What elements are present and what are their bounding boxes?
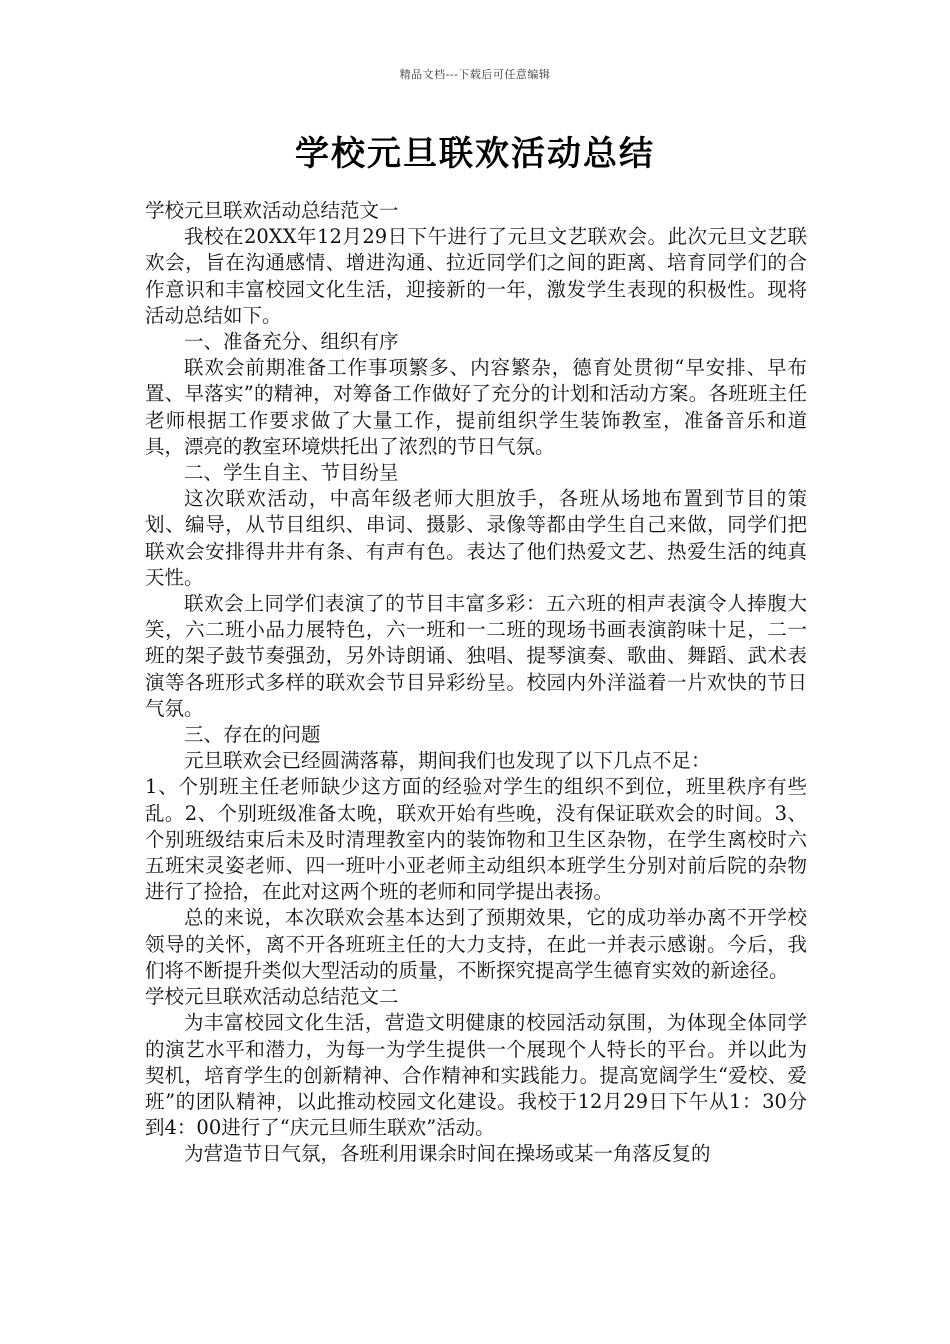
paragraph: 我校在20XX年12月29日下午进行了元旦文艺联欢会。此次元旦文艺联欢会，旨在沟通感情、增进沟通、拉近同学们之间的距离、培育同学们的合作意识和丰富校园文化生活，迎接新的一年，激发学生表现的积极性。现将活动总结如下。 <box>145 225 807 327</box>
paragraph: 二、学生自主、节目纷呈 <box>184 461 399 485</box>
paragraph: 学校元旦联欢活动总结范文二 <box>145 985 399 1009</box>
paragraph: 总的来说，本次联欢会基本达到了预期效果，它的成功举办离不开学校领导的关怀，离不开各班班主任的大力支持，在此一并表示感谢。今后，我们将不断提升类似大型活动的质量，不断探究提高学生德育实效的新途径。 <box>145 906 807 982</box>
paragraph: 为营造节日气氛，各班利用课余时间在操场或某一角落反复的 <box>184 1142 711 1166</box>
paragraph: 为丰富校园文化生活，营造文明健康的校园活动氛围，为体现全体同学的演艺水平和潜力，为每一为学生提供一个展现个人特长的平台。并以此为契机，培育学生的创新精神、合作精神和实践能力。提高宽阔学生“爱校、爱班”的团队精神，以此推动校园文化建设。我校于12月29日下午从1：30分到4：00进行了“庆元旦师生联欢”活动。 <box>145 1011 807 1140</box>
paragraph: 这次联欢活动，中高年级老师大胆放手，各班从场地布置到节目的策划、编导，从节目组织、串词、摄影、录像等都由学生自己来做，同学们把联欢会安排得井井有条、有声有色。表达了他们热爱文艺、热爱生活的纯真天性。 <box>145 487 807 589</box>
paragraph: 三、存在的问题 <box>184 723 321 747</box>
document-body <box>145 198 807 1168</box>
header-note: 精品文档---下载后可任意编辑 <box>399 68 551 81</box>
paragraph: 一、准备充分、组织有序 <box>184 330 399 354</box>
paragraph: 学校元旦联欢活动总结范文一 <box>145 199 399 222</box>
paragraph: 元旦联欢会已经圆满落幕，期间我们也发现了以下几点不足： <box>184 749 711 773</box>
paragraph: 联欢会上同学们表演了的节目丰富多彩：五六班的相声表演令人捧腹大笑，六二班小品力展特色，六一班和一二班的现场书画表演韵味十足，二一班的架子鼓节奏强劲，另外诗朗诵、独唱、提琴演奏、歌曲、舞蹈、武术表演等各班形式多样的联欢会节目异彩纷呈。校园内外洋溢着一片欢快的节日气氛。 <box>145 592 807 720</box>
paragraph: 联欢会前期准备工作事项繁多、内容繁杂，德育处贯彻“早安排、早布置、早落实”的精神，对筹备工作做好了充分的计划和活动方案。各班班主任老师根据工作要求做了大量工作，提前组织学生装饰教室，准备音乐和道具，漂亮的教室环境烘托出了浓烈的节日气氛。 <box>145 356 807 458</box>
paragraph: 1、个别班主任老师缺少这方面的经验对学生的组织不到位，班里秩序有些乱。2、个别班级准备太晚，联欢开始有些晚，没有保证联欢会的时间。3、个别班级结束后未及时清理教室内的装饰物和卫生区杂物，在学生离校时六五班宋灵姿老师、四一班叶小亚老师主动组织本班学生分别对前后院的杂物进行了捡拾，在此对这两个班的老师和同学提出表扬。 <box>145 775 807 904</box>
document-title: 学校元旦联欢活动总结 <box>295 134 655 174</box>
